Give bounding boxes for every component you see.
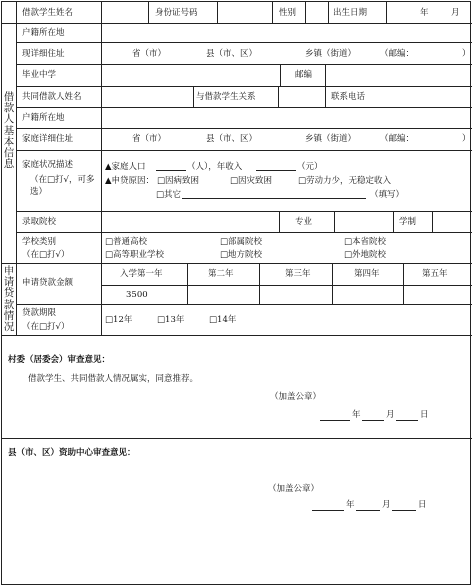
address-postcode-close: ） <box>462 49 471 59</box>
income-blank[interactable] <box>256 162 296 171</box>
loan-application-form <box>1 1 471 585</box>
birth-year-label: 年 <box>420 8 429 18</box>
county-month-label: 月 <box>382 500 391 510</box>
loan-term-hint: （在□打√） <box>22 322 70 332</box>
col-line <box>325 64 326 86</box>
high-school-label: 毕业中学 <box>22 70 57 80</box>
family-postcode-close: ） <box>462 134 471 144</box>
col-line <box>403 263 404 304</box>
col-line <box>259 263 260 304</box>
ministry-college-option[interactable]: □部属院校 <box>220 237 263 247</box>
family-pop-blank[interactable] <box>156 162 186 171</box>
vocational-school-option[interactable]: □高等职业学校 <box>105 250 165 260</box>
out-province-option[interactable]: □外地院校 <box>344 250 387 260</box>
family-pop-label: ▲家庭人口 <box>105 162 146 172</box>
term-13-option[interactable]: □13年 <box>157 315 185 325</box>
col-line <box>332 263 333 304</box>
id-number-label: 身份证号码 <box>155 8 198 18</box>
row-line <box>16 86 472 87</box>
county-year-label: 年 <box>346 500 355 510</box>
family-county: 县（市、区） <box>206 134 258 144</box>
village-year-label: 年 <box>352 410 361 420</box>
school-type-label: 学校类别 <box>22 237 57 247</box>
persons-income-label: （人），年收入 <box>187 162 243 172</box>
loan-info-section-label: 申请贷款情况 <box>3 265 15 334</box>
county-day-blank[interactable] <box>392 502 416 511</box>
col-line <box>101 2 102 335</box>
col-line <box>278 86 279 107</box>
village-year-blank[interactable] <box>320 412 350 421</box>
major-label: 专业 <box>295 217 313 227</box>
birth-date-label: 出生日期 <box>333 8 368 18</box>
row-line <box>16 211 472 212</box>
village-day-label: 日 <box>420 410 429 420</box>
col-line <box>148 2 149 23</box>
phone-label: 联系电话 <box>331 92 366 102</box>
family-status-label: 家庭状况描述 <box>22 160 74 170</box>
yuan-label: （元） <box>297 162 323 172</box>
village-review-opinion: 借款学生、共同借款人情况属实，同意推荐。 <box>28 374 199 384</box>
row-line <box>101 285 472 286</box>
year1-amount: 3500 <box>126 290 148 300</box>
loan-reason-label: ▲申贷原因： <box>105 176 155 186</box>
row-line <box>16 232 472 233</box>
col-line <box>386 2 387 23</box>
family-status-hint: （在□打√，可多选） <box>30 175 95 197</box>
county-review-title: 县（市、区）资助中心审查意见： <box>8 448 136 458</box>
address-county: 县（市、区） <box>206 49 258 59</box>
col-line <box>325 86 326 107</box>
family-postcode: （邮编： <box>380 134 415 144</box>
village-month-blank[interactable] <box>362 412 384 421</box>
reason-disaster-option[interactable]: □因灾致困 <box>230 176 273 186</box>
row-line <box>2 335 472 336</box>
col-line <box>16 2 17 335</box>
class-no-label: 学制 <box>399 217 417 227</box>
reason-illness-option[interactable]: □因病致困 <box>157 176 200 186</box>
col-line <box>393 211 394 232</box>
fill-in-label: （填写） <box>370 190 405 200</box>
loan-term-label: 贷款期限 <box>22 308 57 318</box>
regular-college-option[interactable]: □普通高校 <box>105 237 148 247</box>
county-month-blank[interactable] <box>356 502 380 511</box>
co-borrower-label: 共同借款人姓名 <box>22 92 82 102</box>
village-month-label: 月 <box>386 410 395 420</box>
col-line <box>305 2 306 23</box>
gender-label: 性别 <box>279 8 297 18</box>
term-12-option[interactable]: □12年 <box>105 315 133 325</box>
admitted-school-label: 录取院校 <box>22 217 57 227</box>
col-line <box>328 2 329 23</box>
col-line <box>193 86 194 107</box>
address-postcode: （邮编： <box>380 49 415 59</box>
address-label: 现详细住址 <box>22 49 65 59</box>
year1-header: 入学第一年 <box>120 269 163 279</box>
row-line <box>16 64 472 65</box>
reason-other-option[interactable]: □其它 <box>156 190 182 200</box>
row-line <box>16 304 472 305</box>
col-line <box>217 2 218 23</box>
year4-header: 第四年 <box>354 269 380 279</box>
year3-header: 第三年 <box>285 269 311 279</box>
co-hukou-label: 户籍所在地 <box>22 113 65 123</box>
address-town: 乡镇（街道） <box>305 49 357 59</box>
col-line <box>279 211 280 232</box>
col-line <box>432 211 433 232</box>
village-stamp-note: （加盖公章） <box>270 392 322 402</box>
term-14-option[interactable]: □14年 <box>209 315 237 325</box>
local-college-option[interactable]: □地方院校 <box>220 250 263 260</box>
school-type-hint: （在□打√） <box>22 250 70 260</box>
col-line <box>280 64 281 86</box>
col-line <box>272 2 273 23</box>
borrower-info-section-label: 借款人基本信息 <box>3 91 15 171</box>
village-review-title: 村委（居委会）审查意见： <box>8 355 111 365</box>
row-line <box>16 150 472 151</box>
village-day-blank[interactable] <box>396 412 418 421</box>
col-line <box>187 263 188 304</box>
loan-amount-label: 申请贷款金额 <box>22 278 74 288</box>
reason-labor-option[interactable]: □劳动力少，无稳定收入 <box>298 176 392 186</box>
hukou-label: 户籍所在地 <box>22 28 65 38</box>
county-year-blank[interactable] <box>312 502 344 511</box>
address-province: 省（市） <box>132 49 167 59</box>
county-day-label: 日 <box>418 500 427 510</box>
year5-header: 第五年 <box>422 269 448 279</box>
col-line <box>334 211 335 232</box>
row-line <box>16 42 472 43</box>
borrower-name-label: 借款学生姓名 <box>22 8 74 18</box>
reason-other-blank[interactable] <box>182 190 366 199</box>
birth-month-label: 月 <box>451 8 460 18</box>
family-address-label: 家庭详细住址 <box>22 134 74 144</box>
school-postcode-label: 邮编 <box>295 70 313 80</box>
row-line <box>16 128 472 129</box>
relation-label: 与借款学生关系 <box>196 92 256 102</box>
county-stamp-note: （加盖公章） <box>268 484 320 494</box>
row-line <box>16 107 472 108</box>
row-line <box>2 263 472 264</box>
family-province: 省（市） <box>132 134 167 144</box>
family-town: 乡镇（街道） <box>305 134 357 144</box>
row-line <box>2 23 472 24</box>
in-province-option[interactable]: □本省院校 <box>344 237 387 247</box>
year2-header: 第二年 <box>208 269 234 279</box>
row-line <box>2 438 472 439</box>
